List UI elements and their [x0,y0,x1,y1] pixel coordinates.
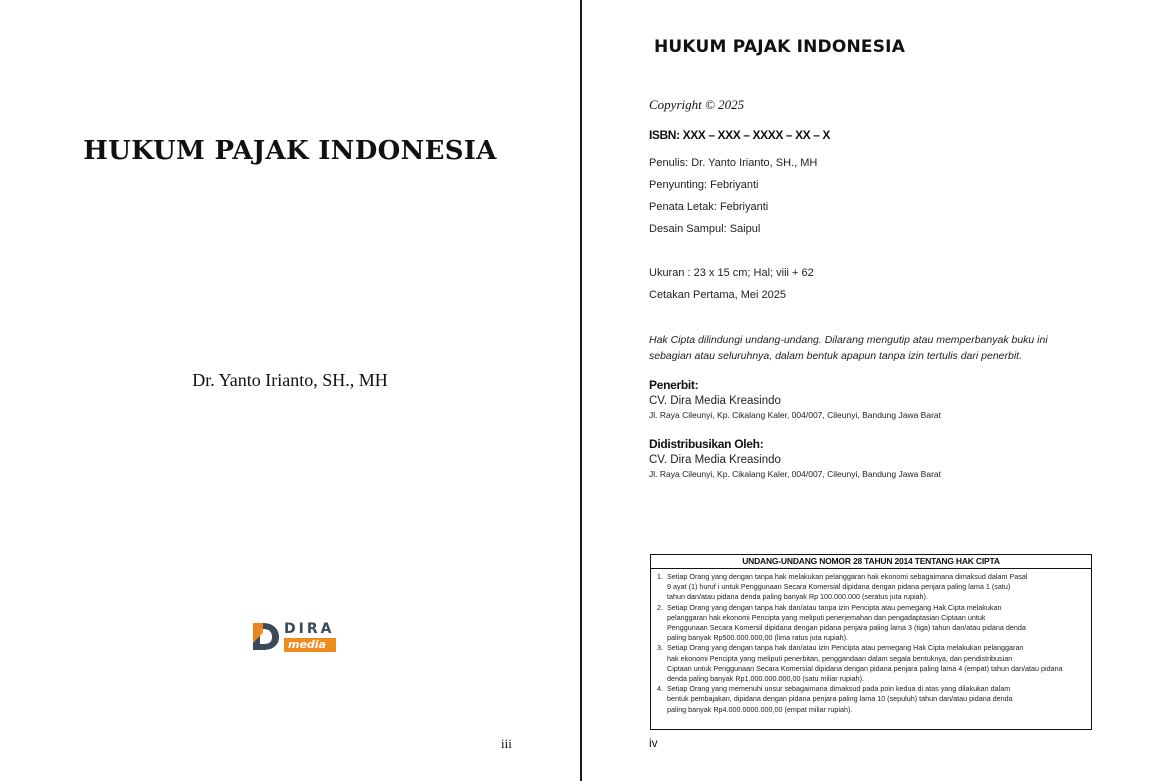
book-size: Ukuran : 23 x 15 cm; Hal; viii + 62 [649,267,814,279]
credit-editor: Penyunting: Febriyanti [649,179,759,191]
credit-cover-design: Desain Sampul: Saipul [649,223,761,235]
law-item-line: pelanggaran hak ekonomi Pencipta yang meliputi penerjemahan dan pengadaptasian Ciptaan untuk [667,612,986,622]
edition-line: Cetakan Pertama, Mei 2025 [649,289,786,301]
law-item-line: 9 ayat (1) huruf i untuk Penggunaan Secara Komersial dipidana dengan pidana penjara paling lama 1 (satu) [667,582,1011,592]
law-item-line: Setiap Orang yang dengan tanpa hak dan/atau tanpa izin Pencipta atau pemegang Hak Cipta melakukan [667,602,1002,612]
publisher-logo-mark-icon [251,621,281,652]
copyright-law-box [650,554,1092,730]
publisher-logo-word: DIRA [284,621,335,637]
law-item-line: paling banyak Rp500.000.000,00 (lima ratus juta rupiah). [667,633,849,643]
law-item-line: bentuk pembajakan, dipidana dengan pidana penjara paling lama 10 (sepuluh) tahun dan/atau pidana denda [667,694,1013,704]
publisher-heading: Penerbit: [649,378,699,392]
isbn-line: ISBN: XXX – XXX – XXXX – XX – X [649,128,831,142]
law-item-line: Ciptaan untuk Penggunaan Secara Komersial dipidana dengan pidana penjara paling lama 4 (empat) tahun dan/atau pidana [667,663,1063,673]
copyright-notice-line: Hak Cipta dilindungi undang-undang. Dilarang mengutip atau memperbanyak buku ini [649,334,1048,346]
law-item-number: 2. [657,602,663,612]
copyright-notice-line: sebagian atau seluruhnya, dalam bentuk apapun tanpa izin tertulis dari penerbit. [649,350,1023,362]
publisher-logo-sub: media [284,638,336,652]
law-item-line: hak ekonomi Pencipta yang meliputi penerbitan, penggandaan dalam segala bentuknya, dan pendistribusian [667,653,1013,663]
law-item [657,572,1083,603]
law-item-number: 4. [657,684,663,694]
law-item-line: denda paling banyak Rp1.000.000.000,00 (satu miliar rupiah). [667,674,864,684]
law-item [657,684,1083,715]
law-list [651,569,1091,715]
law-item-line: paling banyak Rp4.000.0000.000,00 (empat miliar rupiah). [667,704,853,714]
distributor-address: Jl. Raya Cileunyi, Kp. Cikalang Kaler, 004/007, Cileunyi, Bandung Jawa Barat [649,469,942,479]
book-title: HUKUM PAJAK INDONESIA [83,136,497,166]
book-author: Dr. Yanto Irianto, SH., MH [192,370,388,390]
law-title: UNDANG-UNDANG NOMOR 28 TAHUN 2014 TENTANG HAK CIPTA [651,555,1091,569]
imprint-title: HUKUM PAJAK INDONESIA [654,37,906,57]
copyright-line: Copyright © 2025 [649,97,745,112]
law-item-line: Penggunaan Secara Komersil dipidana dengan pidana penjara paling lama 3 (tiga) tahun dan/atau pidana denda [667,623,1026,633]
credit-author: Penulis: Dr. Yanto Irianto, SH., MH [649,157,818,169]
law-item-number: 1. [657,572,663,581]
publisher-name: CV. Dira Media Kreasindo [649,395,781,407]
page-number-right: iv [649,736,658,750]
credit-layout: Penata Letak: Febriyanti [649,201,769,213]
law-item-line: Setiap Orang yang dengan tanpa hak dan/atau izin Pencipta atau pemegang Hak Cipta melakukan pelanggaran [667,643,1024,653]
publisher-logo [251,621,341,653]
law-item-number: 3. [657,643,663,653]
distributor-heading: Didistribusikan Oleh: [649,437,764,451]
right-page [582,0,1160,781]
publisher-address: Jl. Raya Cileunyi, Kp. Cikalang Kaler, 004/007, Cileunyi, Bandung Jawa Barat [649,410,942,420]
law-item-line: tahun dan/atau pidana denda paling banyak Rp 100.000.000 (seratus juta rupiah). [667,592,928,602]
law-item [657,643,1083,684]
law-item [657,603,1083,644]
law-item-line: Setiap Orang yang dengan tanpa hak melakukan pelanggaran hak ekonomi sebagaimana dimaksud dalam Pasal [667,572,1028,581]
copyright-notice [649,332,1069,364]
law-item-line: Setiap Orang yang memenuhi unsur sebagaimana dimaksud pada poin kedua di atas yang dilakukan dalam [667,684,1011,694]
distributor-name: CV. Dira Media Kreasindo [649,454,781,466]
page-number-left: iii [501,736,512,751]
